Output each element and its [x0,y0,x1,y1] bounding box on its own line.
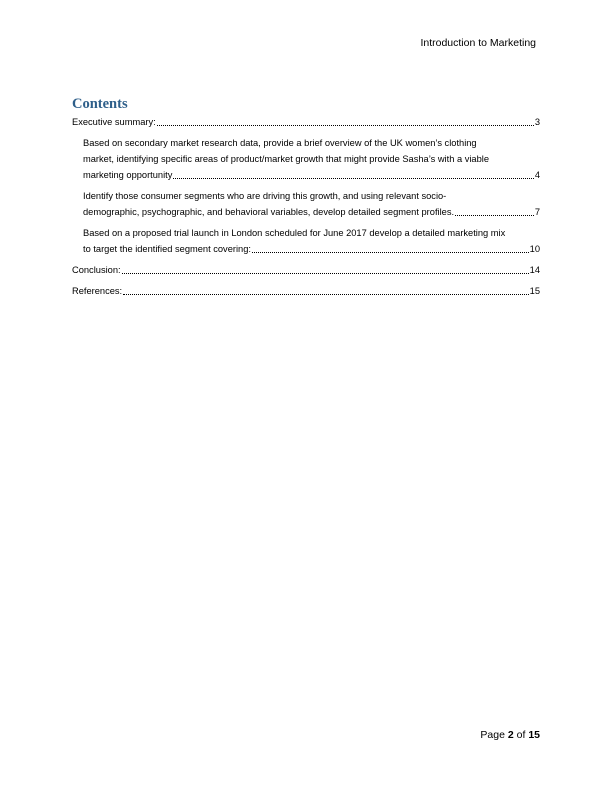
toc-entry-executive-summary[interactable] [72,114,540,130]
toc-entry-text-line: Identify those consumer segments who are driving this growth, and using relevant socio- [83,191,447,201]
total-pages: 15 [528,729,540,741]
toc-entry-text-line: to target the identified segment covering: [83,244,251,254]
toc-entry-page: 7 [534,207,540,217]
dot-leader [252,252,529,253]
toc-entry-text-line: demographic, psychographic, and behavioral variables, develop detailed segment profiles. [83,207,455,217]
toc-entry-text-line: Based on a proposed trial launch in London scheduled for June 2017 develop a detailed marketing mix [83,228,506,238]
page-number-footer [480,729,540,741]
toc-entry-page: 4 [534,170,540,180]
table-of-contents [72,114,540,299]
toc-entry-text: References: [72,286,123,296]
dot-leader [123,294,529,295]
toc-entry-page: 3 [534,117,540,127]
toc-entry-page: 15 [529,286,540,296]
toc-entry-page: 14 [529,265,540,275]
toc-entry-text-line: market, identifying specific areas of product/market growth that might provide Sasha’s with a viable [83,154,489,164]
running-header: Introduction to Marketing [420,37,536,49]
toc-entry-conclusion[interactable] [72,262,540,278]
toc-entry-text-line: marketing opportunity [83,170,173,180]
current-page: 2 [507,729,514,741]
toc-entry-marketing-mix[interactable] [72,225,540,257]
dot-leader [122,273,529,274]
of-label: of [516,729,526,741]
toc-entry-consumer-segments[interactable] [72,188,540,220]
toc-entry-text: Conclusion: [72,265,121,275]
dot-leader [173,178,533,179]
toc-entry-market-overview[interactable] [72,135,540,183]
page-label: Page [480,729,505,741]
toc-entry-references[interactable] [72,283,540,299]
dot-leader [157,125,534,126]
toc-entry-page: 10 [529,244,540,254]
toc-entry-text-line: Based on secondary market research data, provide a brief overview of the UK women’s clothing [83,138,477,148]
toc-heading: Contents [72,96,128,112]
dot-leader [455,215,534,216]
toc-entry-text: Executive summary: [72,117,156,127]
